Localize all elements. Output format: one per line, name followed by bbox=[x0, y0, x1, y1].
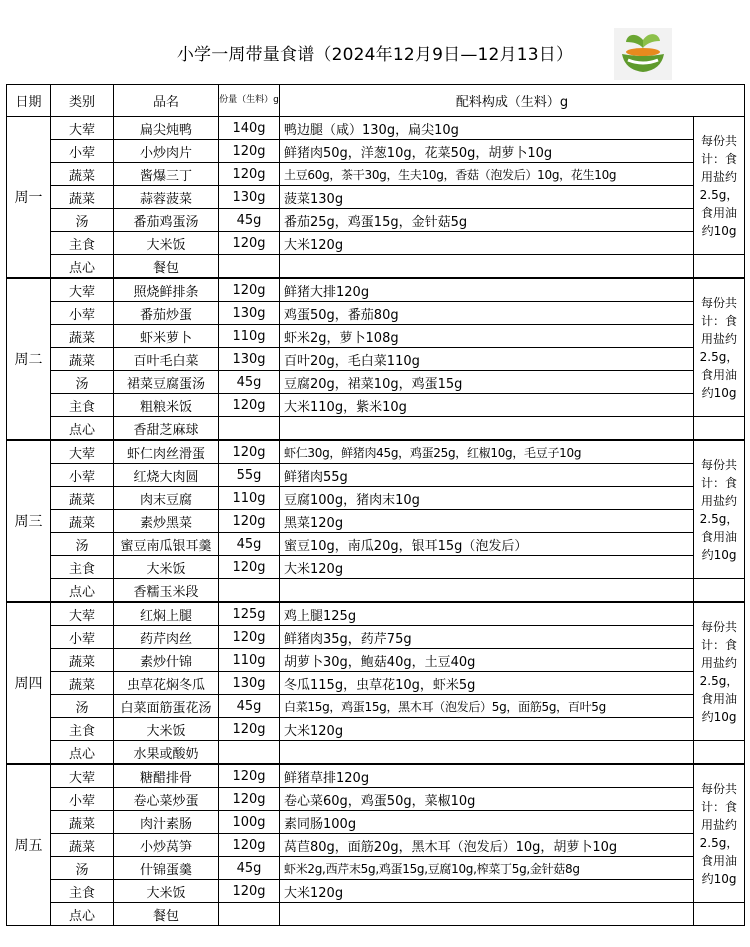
portion-cell bbox=[219, 579, 280, 603]
table-row bbox=[7, 788, 745, 811]
ingredients-cell: 鸡上腿125g bbox=[280, 602, 694, 626]
dish-cell: 粗粮米饭 bbox=[114, 394, 219, 417]
table-row bbox=[7, 394, 745, 417]
ingredients-cell: 莴苣80g，面筋20g，黑木耳（泡发后）10g，胡萝卜10g bbox=[280, 834, 694, 857]
table-row bbox=[7, 510, 745, 533]
ingredients-cell: 大米110g，紫米10g bbox=[280, 394, 694, 417]
category-cell: 蔬菜 bbox=[51, 348, 114, 371]
category-cell: 大荤 bbox=[51, 278, 114, 302]
portion-cell: 100g bbox=[219, 811, 280, 834]
category-cell: 蔬菜 bbox=[51, 811, 114, 834]
ingredients-cell: 大米120g bbox=[280, 232, 694, 255]
category-cell: 蔬菜 bbox=[51, 672, 114, 695]
ingredients-cell: 胡萝卜30g，鲍菇40g，土豆40g bbox=[280, 649, 694, 672]
category-cell: 点心 bbox=[51, 579, 114, 603]
category-cell: 点心 bbox=[51, 255, 114, 279]
category-cell: 大荤 bbox=[51, 602, 114, 626]
dish-cell: 大米饭 bbox=[114, 880, 219, 903]
dish-cell: 扁尖炖鸭 bbox=[114, 117, 219, 140]
table-row bbox=[7, 880, 745, 903]
dish-cell: 小炒肉片 bbox=[114, 140, 219, 163]
menu-body bbox=[7, 117, 745, 926]
category-cell: 小荤 bbox=[51, 464, 114, 487]
nutrition-note: 每份共计：食用盐约2.5g，食用油约10g bbox=[694, 764, 745, 903]
category-cell: 主食 bbox=[51, 394, 114, 417]
dish-cell: 肉末豆腐 bbox=[114, 487, 219, 510]
ingredients-cell bbox=[280, 903, 694, 926]
table-row bbox=[7, 117, 745, 140]
portion-cell: 130g bbox=[219, 348, 280, 371]
ingredients-cell bbox=[280, 255, 694, 279]
ingredients-cell: 冬瓜115g，虫草花10g，虾米5g bbox=[280, 672, 694, 695]
category-cell: 蔬菜 bbox=[51, 510, 114, 533]
portion-cell: 110g bbox=[219, 325, 280, 348]
dish-cell: 水果或酸奶 bbox=[114, 741, 219, 765]
portion-cell: 130g bbox=[219, 302, 280, 325]
category-cell: 蔬菜 bbox=[51, 186, 114, 209]
dish-cell: 照烧鲜排条 bbox=[114, 278, 219, 302]
table-row bbox=[7, 695, 745, 718]
empty-cell bbox=[694, 417, 745, 441]
category-cell: 大荤 bbox=[51, 117, 114, 140]
table-row bbox=[7, 741, 745, 765]
table-row bbox=[7, 834, 745, 857]
ingredients-cell: 虾仁30g，鲜猪肉45g，鸡蛋25g，红椒10g，毛豆子10g bbox=[280, 440, 694, 464]
table-row bbox=[7, 487, 745, 510]
portion-cell: 45g bbox=[219, 371, 280, 394]
portion-cell bbox=[219, 741, 280, 765]
table-row bbox=[7, 417, 745, 441]
portion-cell: 120g bbox=[219, 163, 280, 186]
category-cell: 汤 bbox=[51, 857, 114, 880]
portion-cell: 120g bbox=[219, 140, 280, 163]
bowl-logo-icon bbox=[614, 28, 672, 80]
table-row bbox=[7, 278, 745, 302]
day-cell: 周五 bbox=[7, 764, 51, 926]
table-row bbox=[7, 163, 745, 186]
portion-cell bbox=[219, 255, 280, 279]
portion-cell: 120g bbox=[219, 626, 280, 649]
nutrition-note: 每份共计：食用盐约2.5g，食用油约10g bbox=[694, 602, 745, 741]
dish-cell: 大米饭 bbox=[114, 718, 219, 741]
header-dish: 品名 bbox=[114, 85, 219, 117]
category-cell: 主食 bbox=[51, 556, 114, 579]
header-category: 类别 bbox=[51, 85, 114, 117]
portion-cell: 140g bbox=[219, 117, 280, 140]
ingredients-cell: 鲜猪大排120g bbox=[280, 278, 694, 302]
portion-cell: 110g bbox=[219, 487, 280, 510]
ingredients-cell: 鸭边腿（咸）130g，扁尖10g bbox=[280, 117, 694, 140]
ingredients-cell: 百叶20g，毛白菜110g bbox=[280, 348, 694, 371]
ingredients-cell: 鲜猪草排120g bbox=[280, 764, 694, 788]
ingredients-cell bbox=[280, 579, 694, 603]
header-ingredients: 配料构成（生料）g bbox=[280, 85, 745, 117]
table-row bbox=[7, 718, 745, 741]
day-cell: 周三 bbox=[7, 440, 51, 602]
dish-cell: 餐包 bbox=[114, 903, 219, 926]
dish-cell: 香糯玉米段 bbox=[114, 579, 219, 603]
ingredients-cell: 蜜豆10g，南瓜20g，银耳15g（泡发后） bbox=[280, 533, 694, 556]
ingredients-cell bbox=[280, 417, 694, 441]
portion-cell bbox=[219, 417, 280, 441]
ingredients-cell: 番茄25g，鸡蛋15g，金针菇5g bbox=[280, 209, 694, 232]
empty-cell bbox=[694, 741, 745, 765]
ingredients-cell: 黑菜120g bbox=[280, 510, 694, 533]
dish-cell: 虾米萝卜 bbox=[114, 325, 219, 348]
nutrition-note: 每份共计：食用盐约2.5g，食用油约10g bbox=[694, 278, 745, 417]
table-row bbox=[7, 672, 745, 695]
portion-cell: 120g bbox=[219, 718, 280, 741]
table-row bbox=[7, 371, 745, 394]
category-cell: 点心 bbox=[51, 741, 114, 765]
ingredients-cell bbox=[280, 741, 694, 765]
portion-cell: 120g bbox=[219, 278, 280, 302]
category-cell: 汤 bbox=[51, 533, 114, 556]
table-row bbox=[7, 533, 745, 556]
menu-table bbox=[6, 84, 745, 926]
ingredients-cell: 大米120g bbox=[280, 880, 694, 903]
ingredients-cell: 菠菜130g bbox=[280, 186, 694, 209]
category-cell: 主食 bbox=[51, 232, 114, 255]
portion-cell: 120g bbox=[219, 880, 280, 903]
table-row bbox=[7, 764, 745, 788]
dish-cell: 糖醋排骨 bbox=[114, 764, 219, 788]
category-cell: 主食 bbox=[51, 880, 114, 903]
category-cell: 汤 bbox=[51, 695, 114, 718]
portion-cell: 120g bbox=[219, 440, 280, 464]
table-row bbox=[7, 325, 745, 348]
table-row bbox=[7, 903, 745, 926]
nutrition-note: 每份共计：食用盐约2.5g，食用油约10g bbox=[694, 440, 745, 579]
dish-cell: 百叶毛白菜 bbox=[114, 348, 219, 371]
portion-cell: 120g bbox=[219, 788, 280, 811]
category-cell: 小荤 bbox=[51, 302, 114, 325]
category-cell: 蔬菜 bbox=[51, 325, 114, 348]
ingredients-cell: 豆腐20g，裙菜10g，鸡蛋15g bbox=[280, 371, 694, 394]
dish-cell: 番茄鸡蛋汤 bbox=[114, 209, 219, 232]
category-cell: 汤 bbox=[51, 371, 114, 394]
portion-cell: 120g bbox=[219, 232, 280, 255]
portion-cell: 120g bbox=[219, 556, 280, 579]
category-cell: 点心 bbox=[51, 417, 114, 441]
dish-cell: 红烧大肉圆 bbox=[114, 464, 219, 487]
dish-cell: 素炒黑菜 bbox=[114, 510, 219, 533]
logo bbox=[614, 28, 672, 80]
dish-cell: 什锦蛋羹 bbox=[114, 857, 219, 880]
table-row bbox=[7, 232, 745, 255]
dish-cell: 餐包 bbox=[114, 255, 219, 279]
ingredients-cell: 鲜猪肉55g bbox=[280, 464, 694, 487]
header-portion: 份量（生料）g bbox=[219, 85, 280, 117]
day-cell: 周四 bbox=[7, 602, 51, 764]
table-row bbox=[7, 626, 745, 649]
page-title: 小学一周带量食谱（2024年12月9日—12月13日） bbox=[176, 45, 574, 65]
dish-cell: 蒜蓉菠菜 bbox=[114, 186, 219, 209]
ingredients-cell: 鲜猪肉35g，药芹75g bbox=[280, 626, 694, 649]
portion-cell: 125g bbox=[219, 602, 280, 626]
category-cell: 大荤 bbox=[51, 440, 114, 464]
table-row bbox=[7, 857, 745, 880]
dish-cell: 香甜芝麻球 bbox=[114, 417, 219, 441]
ingredients-cell: 豆腐100g，猪肉末10g bbox=[280, 487, 694, 510]
table-row bbox=[7, 209, 745, 232]
portion-cell: 120g bbox=[219, 394, 280, 417]
dish-cell: 白菜面筋蛋花汤 bbox=[114, 695, 219, 718]
dish-cell: 大米饭 bbox=[114, 556, 219, 579]
table-row bbox=[7, 302, 745, 325]
dish-cell: 大米饭 bbox=[114, 232, 219, 255]
day-cell: 周一 bbox=[7, 117, 51, 279]
table-row bbox=[7, 348, 745, 371]
portion-cell: 45g bbox=[219, 857, 280, 880]
category-cell: 汤 bbox=[51, 209, 114, 232]
portion-cell: 110g bbox=[219, 649, 280, 672]
dish-cell: 素炒什锦 bbox=[114, 649, 219, 672]
portion-cell: 45g bbox=[219, 695, 280, 718]
table-row bbox=[7, 255, 745, 279]
table-row bbox=[7, 649, 745, 672]
dish-cell: 虾仁肉丝滑蛋 bbox=[114, 440, 219, 464]
category-cell: 小荤 bbox=[51, 626, 114, 649]
dish-cell: 蜜豆南瓜银耳羹 bbox=[114, 533, 219, 556]
portion-cell: 120g bbox=[219, 834, 280, 857]
empty-cell bbox=[694, 255, 745, 279]
category-cell: 大荤 bbox=[51, 764, 114, 788]
category-cell: 蔬菜 bbox=[51, 649, 114, 672]
header-day: 日期 bbox=[7, 85, 51, 117]
category-cell: 小荤 bbox=[51, 140, 114, 163]
category-cell: 点心 bbox=[51, 903, 114, 926]
ingredients-cell: 大米120g bbox=[280, 556, 694, 579]
portion-cell: 130g bbox=[219, 186, 280, 209]
portion-cell: 45g bbox=[219, 209, 280, 232]
ingredients-cell: 鲜猪肉50g，洋葱10g，花菜50g，胡萝卜10g bbox=[280, 140, 694, 163]
dish-cell: 虫草花焖冬瓜 bbox=[114, 672, 219, 695]
ingredients-cell: 卷心菜60g，鸡蛋50g，菜椒10g bbox=[280, 788, 694, 811]
portion-cell: 120g bbox=[219, 510, 280, 533]
table-row bbox=[7, 579, 745, 603]
category-cell: 主食 bbox=[51, 718, 114, 741]
category-cell: 蔬菜 bbox=[51, 163, 114, 186]
empty-cell bbox=[694, 579, 745, 603]
table-row bbox=[7, 140, 745, 163]
day-cell: 周二 bbox=[7, 278, 51, 440]
ingredients-cell: 大米120g bbox=[280, 718, 694, 741]
portion-cell: 45g bbox=[219, 533, 280, 556]
ingredients-cell: 虾米2g,西芹末5g,鸡蛋15g,豆腐10g,榨菜丁5g,金针菇8g bbox=[280, 857, 694, 880]
table-row bbox=[7, 440, 745, 464]
empty-cell bbox=[694, 903, 745, 926]
portion-cell: 55g bbox=[219, 464, 280, 487]
header-row bbox=[7, 85, 745, 117]
ingredients-cell: 虾米2g，萝卜108g bbox=[280, 325, 694, 348]
dish-cell: 肉汁素肠 bbox=[114, 811, 219, 834]
table-row bbox=[7, 556, 745, 579]
table-row bbox=[7, 464, 745, 487]
dish-cell: 番茄炒蛋 bbox=[114, 302, 219, 325]
dish-cell: 酱爆三丁 bbox=[114, 163, 219, 186]
dish-cell: 红焖上腿 bbox=[114, 602, 219, 626]
portion-cell: 130g bbox=[219, 672, 280, 695]
dish-cell: 小炒莴笋 bbox=[114, 834, 219, 857]
ingredients-cell: 白菜15g，鸡蛋15g，黑木耳（泡发后）5g，面筋5g，百叶5g bbox=[280, 695, 694, 718]
table-row bbox=[7, 602, 745, 626]
category-cell: 蔬菜 bbox=[51, 487, 114, 510]
dish-cell: 药芹肉丝 bbox=[114, 626, 219, 649]
category-cell: 小荤 bbox=[51, 788, 114, 811]
portion-cell bbox=[219, 903, 280, 926]
table-row bbox=[7, 811, 745, 834]
portion-cell: 120g bbox=[219, 764, 280, 788]
nutrition-note: 每份共计：食用盐约2.5g，食用油约10g bbox=[694, 117, 745, 255]
ingredients-cell: 素同肠100g bbox=[280, 811, 694, 834]
category-cell: 蔬菜 bbox=[51, 834, 114, 857]
table-row bbox=[7, 186, 745, 209]
dish-cell: 裙菜豆腐蛋汤 bbox=[114, 371, 219, 394]
dish-cell: 卷心菜炒蛋 bbox=[114, 788, 219, 811]
ingredients-cell: 土豆60g，茶干30g，生夫10g，香菇（泡发后）10g，花生10g bbox=[280, 163, 694, 186]
ingredients-cell: 鸡蛋50g，番茄80g bbox=[280, 302, 694, 325]
